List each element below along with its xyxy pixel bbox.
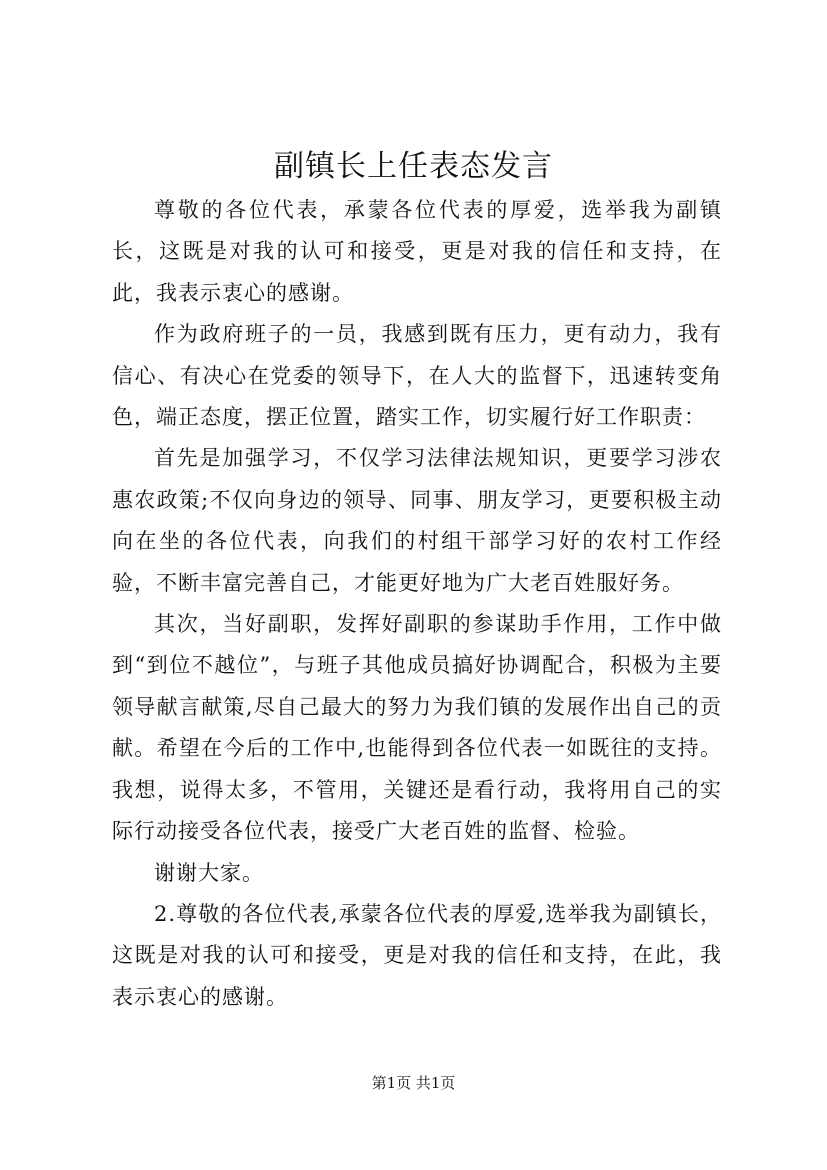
paragraph-1: 尊敬的各位代表，承蒙各位代表的厚爱，选举我为副镇长，这既是对我的认可和接受，更是对我的信任和支持，在此，我表示衷心的感谢。 xyxy=(112,198,722,305)
page-number-footer: 第1页 共1页 xyxy=(371,1074,456,1092)
paragraph-2: 作为政府班子的一员，我感到既有压力，更有动力，我有信心、有决心在党委的领导下，在人大的监督下，迅速转变角色，端正态度，摆正位置，踏实工作，切实履行好工作职责： xyxy=(112,322,722,430)
paragraph-4: 其次，当好副职，发挥好副职的参谋助手作用，工作中做到“到位不越位”，与班子其他成员搞好协调配合，积极为主要领导献言献策,尽自己最大的努力为我们镇的发展作出自己的贡献。希望在今后的工作中,也能得到各位代表一如既往的支持。我想，说得太多，不管用，关键还是看行动，我将用自己的实际行动接受各位代表，接受广大老百姓的监督、检验。 xyxy=(112,612,722,844)
document-body xyxy=(112,190,722,1018)
document-title: 副镇长上任表态发言 xyxy=(274,149,553,184)
paragraph-3: 首先是加强学习，不仅学习法律法规知识，更要学习涉农惠农政策;不仅向身边的领导、同事、朋友学习，更要积极主动向在坐的各位代表，向我们的村组干部学习好的农村工作经验，不断丰富完善自己，才能更好地为广大老百姓服好务。 xyxy=(112,446,722,595)
paragraph-5: 谢谢大家。 xyxy=(154,860,264,885)
paragraph-6: 2.尊敬的各位代表,承蒙各位代表的厚爱,选举我为副镇长，这既是对我的认可和接受，更是对我的信任和支持，在此，我表示衷心的感谢。 xyxy=(112,901,722,1009)
